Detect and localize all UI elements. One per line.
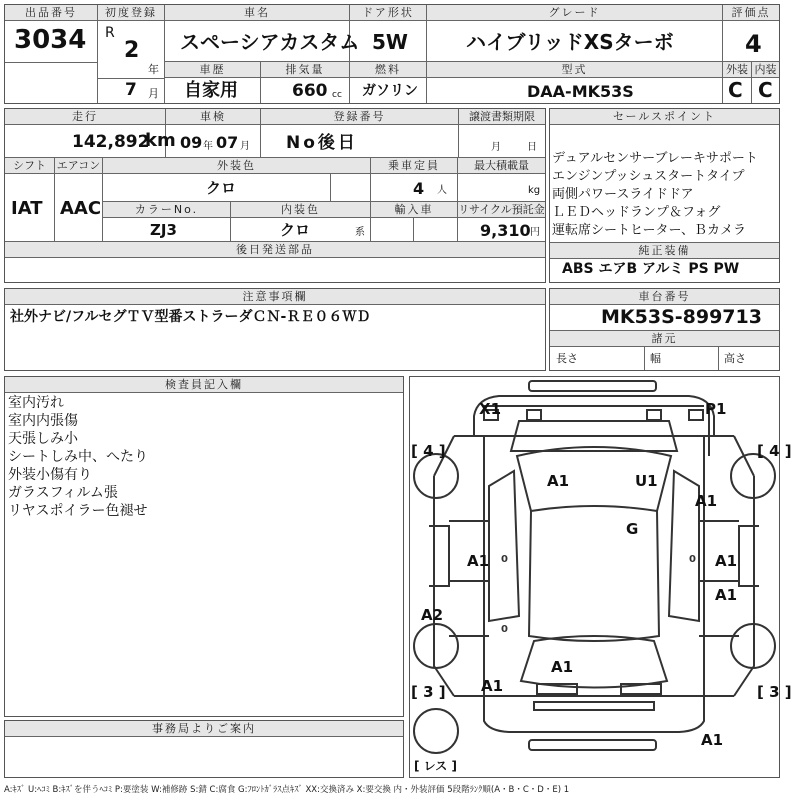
reg-month: 7 — [125, 80, 137, 100]
inspection-year: 09 — [180, 133, 203, 152]
reg-year: 2 — [124, 38, 140, 63]
mileage-unit: km — [145, 130, 176, 151]
exterior-grade-label: 外装 — [723, 62, 751, 78]
max-load-label: 最大積載量 — [458, 158, 545, 174]
mark-a2-left-rear: A2 — [421, 606, 444, 624]
aircon-label: エアコン — [56, 159, 101, 172]
mark-a1-front-right: A1 — [695, 492, 718, 510]
shift: IAT — [11, 198, 43, 219]
inspector-note: ガラスフィルム張 — [8, 485, 118, 501]
mileage-label: 走行 — [5, 109, 165, 125]
lot-number: 3034 — [14, 25, 87, 55]
car-name: スペーシアカスタム — [180, 30, 360, 54]
inspector-label: 検査員記入欄 — [5, 377, 403, 393]
mark-g-windshield: G — [626, 520, 639, 538]
displacement: 660 — [292, 81, 328, 101]
score: 4 — [745, 30, 762, 58]
history: 自家用 — [184, 80, 238, 101]
exterior-grade: C — [728, 78, 743, 102]
reg-year-unit: 年 — [148, 63, 159, 76]
mark-spare-tire: [ レス ] — [414, 759, 457, 773]
exterior-color: クロ — [206, 179, 237, 197]
equipment: ABS エアB アルミ PS PW — [562, 261, 740, 277]
inspector-note: 室内内張傷 — [8, 413, 78, 429]
inspector-note: シートしみ中、へたり — [8, 449, 148, 465]
displacement-unit: cc — [332, 90, 342, 100]
interior-color: クロ — [280, 221, 311, 239]
damage-legend: A:ｷｽﾞ U:ﾍｺﾐ B:ｷｽﾞを伴うﾍｺﾐ P:要塗装 W:補修跡 S:錆 C:腐食 G:ﾌﾛﾝﾄｶﾞﾗｽ点ｷｽﾞ XX:交換済み X:要交換 内・外装評価 5段階ﾗﾝｸ順(A・B・C・D・E) 1 — [4, 785, 570, 795]
mark-u1-hood-right: U1 — [635, 472, 658, 490]
car-name-label: 車名 — [165, 5, 349, 21]
svg-text:0: 0 — [501, 624, 508, 635]
mark-tire-rr: [ 3 ] — [757, 683, 792, 701]
office-label: 事務局よりご案内 — [5, 721, 403, 737]
transfer-month-unit: 月 — [491, 142, 501, 153]
sales-point: ＬＥＤヘッドランプ＆フォグ — [552, 205, 721, 220]
svg-text:0: 0 — [689, 554, 696, 565]
interior-color-unit: 系 — [355, 227, 365, 238]
interior-grade-label: 内装 — [752, 62, 779, 78]
exterior-color-label: 外装色 — [103, 158, 370, 174]
aircon: AAC — [60, 198, 102, 219]
recycle-label: リサイクル預託金 — [458, 203, 545, 216]
inspector-note: リヤスポイラー色褪せ — [8, 503, 148, 519]
caution-text: 社外ナビ/フルセグＴＶ型番ストラーダＣＮ-ＲＥ０６ＷＤ — [10, 309, 371, 325]
recycle-fee: 9,310 — [480, 221, 531, 240]
chassis-label: 車台番号 — [550, 289, 779, 305]
inspection-month-unit: 月 — [240, 141, 250, 152]
era: R — [105, 25, 115, 41]
mark-a1-left-quarter: A1 — [481, 677, 504, 695]
grade: ハイブリッドXSターボ — [466, 30, 674, 54]
later-parts-label: 後日発送部品 — [5, 242, 545, 258]
car-diagram — [409, 376, 792, 778]
equipment-label: 純正装備 — [550, 243, 779, 259]
capacity-unit: 人 — [437, 185, 447, 196]
mark-a1-right-door: A1 — [715, 552, 738, 570]
door-type: 5W — [372, 30, 408, 54]
interior-grade: C — [758, 78, 773, 102]
mark-a1-roof-rear: A1 — [551, 658, 574, 676]
sales-point: 運転席シートヒーター、Ｂカメラ — [552, 223, 746, 238]
capacity: 4 — [413, 179, 425, 198]
sales-point: デュアルセンサーブレーキサポート — [552, 151, 758, 166]
mark-tire-fl: [ 4 ] — [411, 442, 446, 460]
recycle-unit: 円 — [530, 227, 540, 238]
color-number-label: カラーNo. — [103, 202, 230, 218]
inspector-note: 天張しみ小 — [8, 431, 78, 447]
mark-a1-rear: A1 — [701, 731, 724, 749]
mark-a1-right-rear-door: A1 — [715, 586, 738, 604]
sales-point: エンジンプッシュスタートタイプ — [552, 169, 745, 184]
door-label: ドア形状 — [350, 5, 426, 21]
transfer-day-unit: 日 — [527, 142, 537, 153]
sales-points-label: セールスポイント — [550, 109, 779, 125]
interior-color-label: 内装色 — [231, 202, 370, 218]
max-load-unit: kg — [528, 185, 541, 196]
transfer-deadline-label: 譲渡書類期限 — [459, 109, 545, 125]
length-label: 長さ — [556, 352, 578, 365]
displacement-label: 排気量 — [261, 62, 349, 78]
model: DAA-MK53S — [527, 82, 634, 101]
first-registration-label: 初度登録 — [98, 5, 164, 21]
inspector-notes — [8, 394, 148, 520]
sales-point: 両側パワースライドドア — [552, 187, 694, 202]
mark-a1-left-door: A1 — [467, 552, 490, 570]
inspector-note: 外装小傷有り — [8, 467, 92, 483]
mileage: 142,892 — [72, 132, 150, 152]
score-label: 評価点 — [723, 5, 779, 21]
shift-label: シフト — [5, 158, 54, 174]
mark-tire-fr: [ 4 ] — [757, 442, 792, 460]
chassis-number: MK53S-899713 — [601, 306, 762, 328]
height-label: 高さ — [724, 352, 746, 365]
grade-label: グレード — [427, 5, 722, 21]
caution-label: 注意事項欄 — [5, 289, 545, 305]
width-label: 幅 — [650, 352, 661, 365]
mark-p1: P1 — [705, 400, 727, 418]
mark-a1-hood-left: A1 — [547, 472, 570, 490]
registration-label: 登録番号 — [261, 109, 458, 125]
fuel-label: 燃料 — [350, 62, 426, 78]
lot-number-label: 出品番号 — [5, 5, 97, 21]
svg-text:0: 0 — [501, 554, 508, 565]
history-label: 車歴 — [165, 62, 260, 78]
inspection-year-unit: 年 — [203, 141, 213, 152]
color-number: ZJ3 — [150, 221, 177, 239]
mark-x1: X1 — [479, 400, 502, 418]
spec-label: 諸元 — [550, 331, 779, 347]
model-label: 型式 — [427, 62, 722, 78]
inspection-month: 07 — [216, 133, 239, 152]
mark-tire-rl: [ 3 ] — [411, 683, 446, 701]
import-label: 輸入車 — [371, 202, 457, 218]
reg-month-unit: 月 — [148, 87, 159, 100]
registration-number: No後日 — [286, 133, 358, 153]
inspector-note: 室内汚れ — [8, 395, 64, 411]
capacity-label: 乗車定員 — [371, 158, 457, 174]
sales-points-list — [552, 150, 758, 240]
fuel: ガソリン — [362, 83, 418, 99]
inspection-label: 車検 — [166, 109, 260, 125]
